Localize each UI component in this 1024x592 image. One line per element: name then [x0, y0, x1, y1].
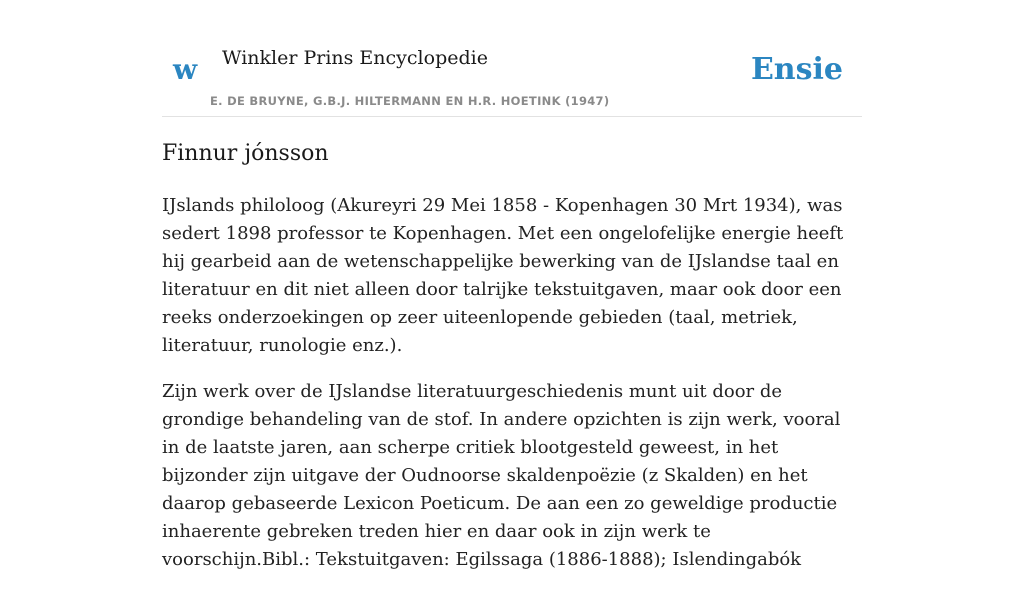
publication-authors: E. DE BRUYNE, G.B.J. HILTERMANN EN H.R. HOETINK (1947) [210, 94, 610, 108]
site-header [162, 0, 862, 117]
article-paragraph: Zijn werk over de IJslandse literatuurgeschiedenis munt uit door de grondige behandeling van de stof. In andere opzichten is zijn werk, vooral in de laatste jaren, aan scherpe critiek blootgesteld geweest, in het bijzonder zijn uitgave der Oudnoorse skaldenpoëzie (z Skalden) en het daarop gebaseerde Lexicon Poeticum. De aan een zo geweldige productie inhaerente gebreken treden hier en daar ook in zijn werk te voorschijn.Bibl.: Tekstuitgaven: Egilssaga (1886-1888); Islendingabók [162, 381, 841, 570]
article-body [162, 192, 862, 592]
article-title: Finnur jónsson [162, 141, 329, 166]
article-paragraph: IJslands philoloog (Akureyri 29 Mei 1858 - Kopenhagen 30 Mrt 1934), was sedert 1898 professor te Kopenhagen. Met een ongelofelijke energie heeft hij gearbeid aan de wetenschappelijke bewerking van de IJslandse taal en literatuur en dit niet alleen door talrijke tekstuitgaven, maar ook door een reeks onderzoekingen op zeer uiteenlopende gebieden (taal, metriek, literatuur, runologie enz.). [162, 195, 844, 356]
brand-logo[interactable]: Ensie [750, 52, 843, 87]
content-column [162, 0, 862, 570]
publication-logo[interactable]: w [173, 53, 198, 86]
publication-title[interactable]: Winkler Prins Encyclopedie [222, 47, 488, 69]
